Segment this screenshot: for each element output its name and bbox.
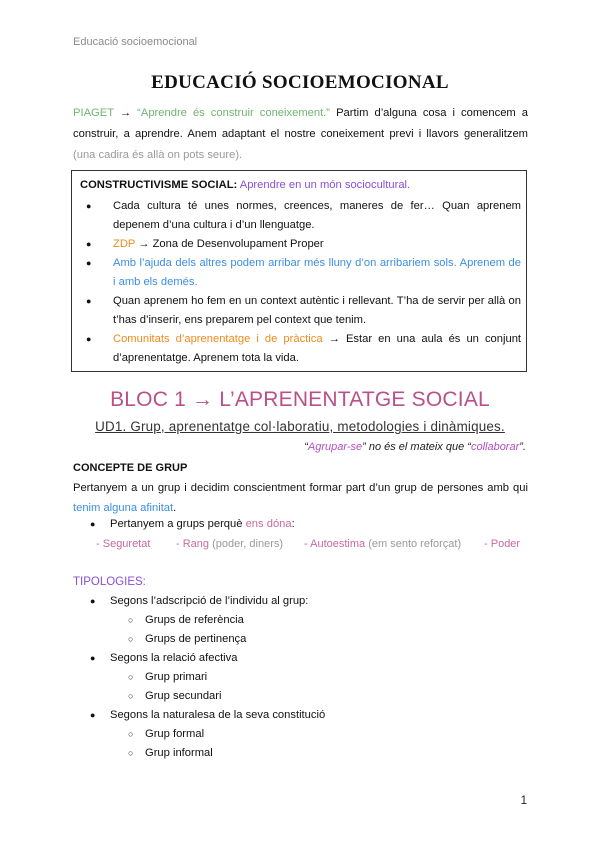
tipologia-item: Grups de referència: [145, 614, 244, 626]
bullet-dot-icon: ●: [90, 653, 96, 663]
box-subheading: Aprendre en un món sociocultural.: [239, 179, 411, 191]
page-title: EDUCACIÓ SOCIOEMOCIONAL: [151, 72, 449, 93]
bullet-circle-icon: ○: [128, 748, 134, 758]
tipologies-heading: TIPOLOGIES:: [73, 576, 146, 588]
dash: -: [484, 538, 488, 550]
intro-text: Partim d’alguna cosa i comencem a construir, a aprendre. Anem adaptant el nostre coneixement previ i llavors generalitzem: [73, 107, 529, 140]
tipologia-group-1: Segons l’adscripció de l’individu al grup:: [110, 595, 309, 607]
intro-paragraph: [73, 103, 528, 166]
intro-lead: PIAGET: [73, 107, 114, 119]
bullet-circle-icon: ○: [128, 634, 134, 644]
benefit-rang: [176, 535, 283, 554]
concepte-heading: CONCEPTE DE GRUP: [73, 462, 188, 474]
bullet-circle-icon: ○: [128, 672, 134, 682]
box-bullet-1: Cada cultura té unes normes, creences, maneres de fer… Quan aprenem depenem d’una cultura i d’un llenguatge.: [113, 200, 521, 231]
quote-close: ”.: [519, 441, 526, 453]
box-heading: [80, 177, 410, 193]
comunitats-label: Comunitats d’aprenentatge i de pràctica: [113, 333, 323, 345]
zdp-text: Zona de Desenvolupament Proper: [152, 238, 324, 250]
concepte-bullet-ens-dona: ens dóna: [245, 518, 292, 530]
benefit-poder: [484, 535, 520, 554]
running-header: Educació socioemocional: [73, 36, 198, 48]
tipologia-item: Grup informal: [145, 747, 213, 759]
bullet-dot-icon: ●: [90, 519, 96, 529]
bullet-dot-icon: ●: [86, 239, 92, 249]
bullet-dot-icon: ●: [86, 296, 92, 306]
comunitats-arrow: →: [328, 333, 340, 345]
benefit-rang-note: (poder, diners): [212, 538, 284, 550]
benefit-rang-label: Rang: [182, 538, 210, 550]
tipologia-item: Grup primari: [145, 671, 208, 683]
concepte-afinitat: tenim alguna afinitat: [73, 502, 174, 514]
dash: -: [96, 538, 100, 550]
comunitats-text: Estar en una aula és un conjunt d’aprenentatge. Aprenem tota la vida.: [113, 333, 522, 364]
intro-quote: “Aprendre és construir coneixement.”: [137, 107, 331, 119]
bullet-dot-icon: ●: [86, 334, 92, 344]
benefit-autoestima: [304, 535, 461, 554]
concepte-bullet: [110, 515, 295, 534]
tipologia-item: Grup formal: [145, 728, 205, 740]
bullet-dot-icon: ●: [90, 596, 96, 606]
bullet-dot-icon: ●: [86, 201, 92, 211]
box-bullet-4: Quan aprenem ho fem en un context autèntic i rellevant. T’ha de servir per allà on t’has d’inserir, ens preparem pel context que tenim.: [113, 295, 521, 326]
unit-title: UD1. Grup, aprenentatge col·laboratiu, metodologies i dinàmiques.: [95, 419, 505, 434]
box-bullet-3: Amb l’ajuda dels altres podem arribar més lluny d’on arribariem sols. Aprenem de i amb els demés.: [113, 257, 521, 288]
quote-open: “: [304, 441, 308, 453]
quote-word-agrupar: Agrupar-se: [307, 441, 363, 453]
benefit-seguretat-label: Seguretat: [102, 538, 151, 550]
zdp-label: ZDP: [113, 238, 136, 250]
quote-line: [304, 441, 526, 453]
box-heading-label: CONSTRUCTIVISME SOCIAL:: [80, 179, 238, 191]
concepte-bullet-text: Pertanyem a grups perquè: [110, 518, 243, 530]
tipologia-item: Grup secundari: [145, 690, 222, 702]
concepte-bullet-colon: :: [291, 518, 295, 530]
constructivism-box: [71, 170, 527, 372]
dash: -: [304, 538, 308, 550]
benefit-seguretat: [96, 535, 150, 554]
dash: -: [176, 538, 180, 550]
zdp-arrow: →: [138, 238, 150, 250]
tipologia-group-2: Segons la relació afectiva: [110, 652, 238, 664]
bloc-title: BLOC 1 → L’APRENENTATGE SOCIAL: [110, 388, 490, 411]
benefit-autoestima-note: (em sento reforçat): [368, 538, 462, 550]
box-bullet-5: [113, 330, 521, 368]
benefit-poder-label: Poder: [490, 538, 521, 550]
bullet-circle-icon: ○: [128, 729, 134, 739]
benefit-autoestima-label: Autoestima: [310, 538, 366, 550]
concepte-period: .: [173, 502, 177, 514]
intro-arrow: →: [119, 107, 132, 119]
page-number: 1: [520, 795, 527, 807]
quote-word-collaborar: collaborar: [470, 441, 520, 453]
bullet-dot-icon: ●: [86, 258, 92, 268]
quote-mid: ” no és el mateix que “: [362, 441, 471, 453]
tipologia-group-3: Segons la naturalesa de la seva constitució: [110, 709, 326, 721]
tipologia-item: Grups de pertinença: [145, 633, 247, 645]
intro-aside: (una cadira és allà on pots seure).: [73, 149, 243, 161]
concepte-paragraph: [73, 478, 528, 518]
box-bullet-2: [113, 235, 521, 254]
bullet-circle-icon: ○: [128, 615, 134, 625]
bullet-circle-icon: ○: [128, 691, 134, 701]
bullet-dot-icon: ●: [90, 710, 96, 720]
concepte-text: Pertanyem a un grup i decidim conscientment formar part d’un grup de persones amb qui: [73, 482, 528, 494]
